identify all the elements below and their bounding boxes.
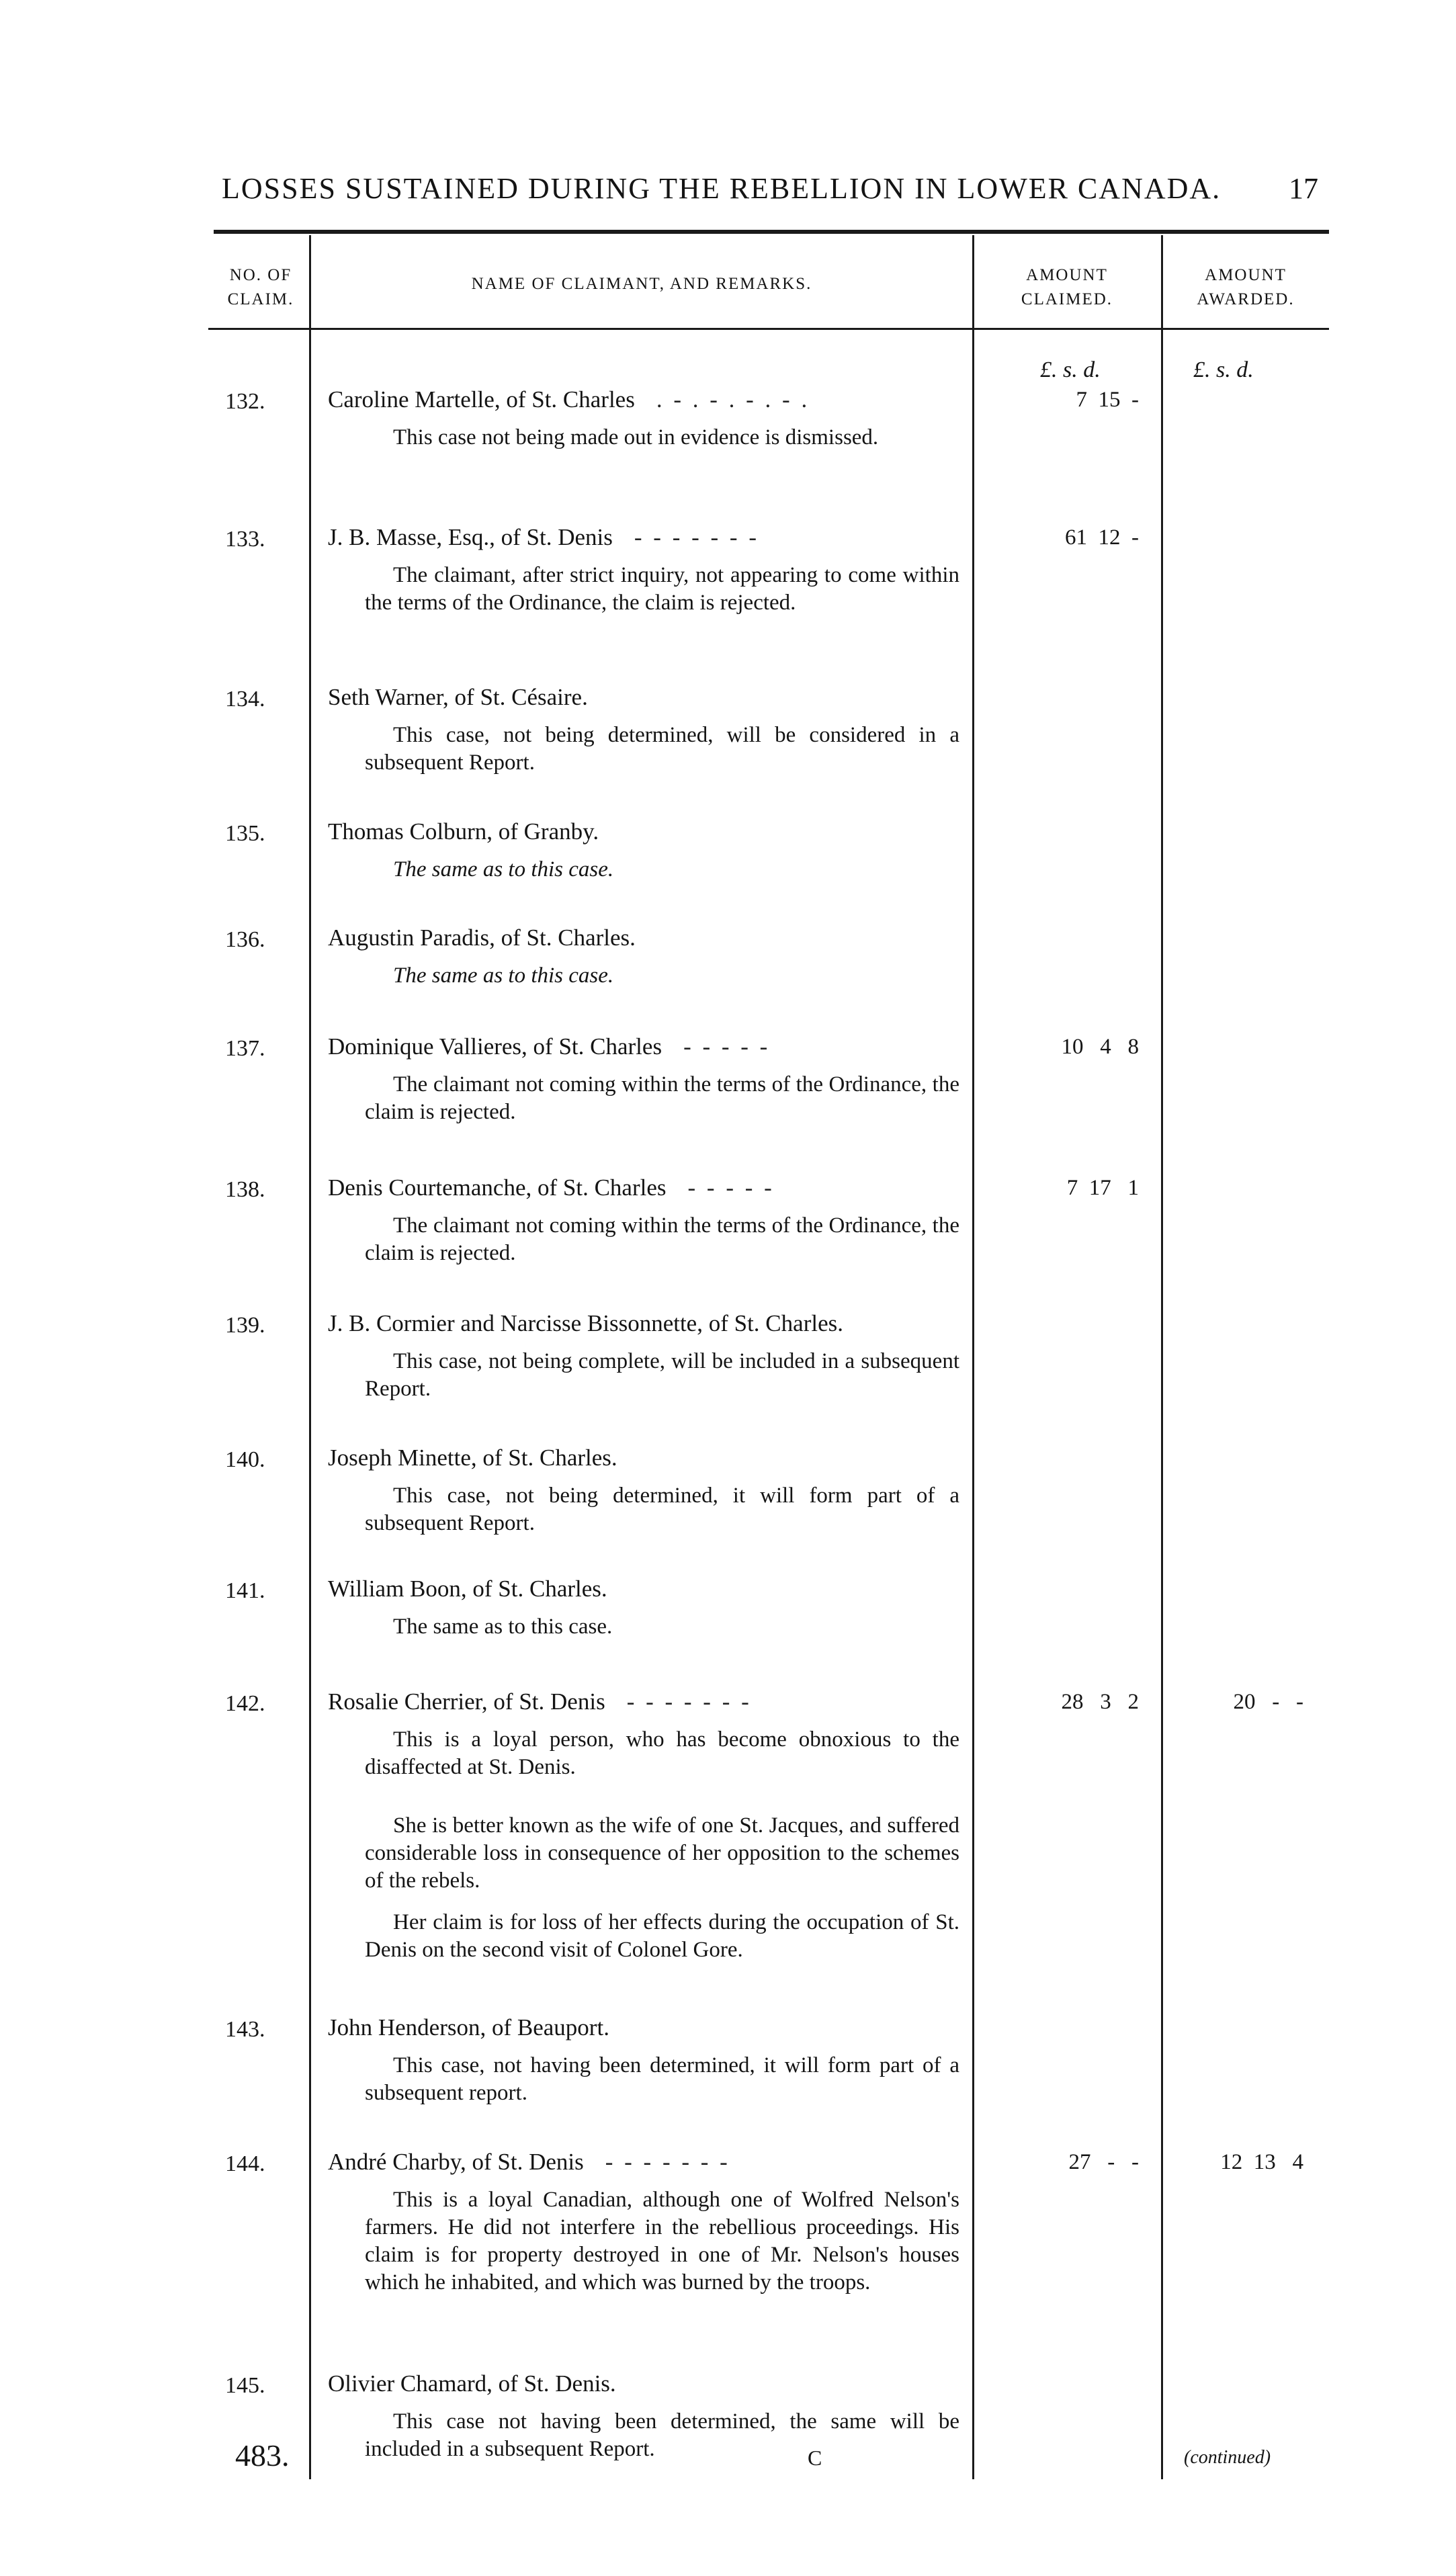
currency-awarded: £. s. d. <box>1193 357 1254 382</box>
dot-leaders: - - - - - - - <box>634 524 759 550</box>
claimant-name <box>328 818 959 845</box>
claim-number: 140. <box>225 1447 265 1472</box>
column-rule-1 <box>309 235 311 2479</box>
claim-number: 142. <box>225 1691 265 1716</box>
dot-leaders: - - - - - <box>683 1033 771 1060</box>
claimant-name <box>328 925 959 951</box>
header-claim-no: NO. OF CLAIM. <box>227 266 294 308</box>
amount-claimed: 27 - - <box>1068 2150 1139 2174</box>
claim-number: 141. <box>225 1578 265 1603</box>
claimant-name <box>328 1310 959 1337</box>
claim-remark: This is a loyal person, who has become obnoxious to the disaffected at St. Denis. <box>365 1727 959 1779</box>
claim-number: 145. <box>225 2373 265 2398</box>
signature-letter: C <box>808 2446 822 2470</box>
claim-remark: This case not being made out in evidence is dismissed. <box>393 425 879 449</box>
claimant-name-text: Caroline Martelle, of St. Charles <box>328 386 635 413</box>
top-rule <box>214 230 1329 234</box>
claimant-name-text: Joseph Minette, of St. Charles. <box>328 1445 617 1471</box>
claimant-name-text: Olivier Chamard, of St. Denis. <box>328 2370 616 2397</box>
claimant-name <box>328 1576 959 1602</box>
column-rule-2 <box>972 235 974 2479</box>
claim-number: 143. <box>225 2017 265 2042</box>
claim-remark: This case, not having been determined, it will form part of a subsequent report. <box>365 2053 959 2105</box>
claim-remark: She is better known as the wife of one St. Jacques, and suffered considerable loss in consequence of her opposition to the schemes of the rebels. <box>365 1813 959 1893</box>
claim-remark: This case, not being complete, will be included in a subsequent Report. <box>365 1349 959 1401</box>
claimant-name-text: Seth Warner, of St. Césaire. <box>328 684 588 710</box>
claimant-name-text: Augustin Paradis, of St. Charles. <box>328 925 636 951</box>
page-number: 17 <box>1289 172 1318 205</box>
claimant-name <box>328 2149 959 2176</box>
claimant-name <box>328 1174 959 1201</box>
running-head: LOSSES SUSTAINED DURING THE REBELLION IN LOWER CANADA. <box>222 172 1222 205</box>
claim-remark: This is a loyal Canadian, although one of Wolfred Nelson's farmers. He did not interfere in the rebellious proceedings. His claim is for property destroyed in one of Mr. Nelson's houses which he inhabited, and which was burned by the troops. <box>365 2188 959 2294</box>
amount-claimed: 61 12 - <box>1065 525 1139 550</box>
claim-remark: The same as to this case. <box>393 963 614 988</box>
claimant-name <box>328 1033 959 1060</box>
claimant-name-text: Rosalie Cherrier, of St. Denis <box>328 1688 605 1715</box>
amount-claimed: 10 4 8 <box>1061 1035 1139 1059</box>
dot-leaders: - - - - - - - <box>626 1688 752 1715</box>
claim-number: 144. <box>225 2151 265 2176</box>
header-awarded: AMOUNT AWARDED. <box>1197 266 1295 308</box>
claimant-name-text: Denis Courtemanche, of St. Charles <box>328 1174 667 1201</box>
claim-remark: The same as to this case. <box>393 1615 613 1639</box>
claim-number: 135. <box>225 821 265 846</box>
amount-claimed: 28 3 2 <box>1061 1690 1139 1714</box>
header-name: NAME OF CLAIMANT, AND REMARKS. <box>471 275 812 293</box>
claimant-name <box>328 1445 959 1471</box>
claimant-name-text: John Henderson, of Beauport. <box>328 2014 609 2041</box>
claim-remark: Her claim is for loss of her effects during the occupation of St. Denis on the second visit of Colonel Gore. <box>365 1910 959 1962</box>
amount-awarded: 12 13 4 <box>1220 2150 1303 2174</box>
column-rule-3 <box>1161 235 1163 2479</box>
claimant-name <box>328 2370 959 2397</box>
claim-remark: The claimant, after strict inquiry, not appearing to come within the terms of the Ordinance, the claim is rejected. <box>365 563 959 615</box>
claimant-name-text: J. B. Cormier and Narcisse Bissonnette, of St. Charles. <box>328 1310 843 1336</box>
header-claimed: AMOUNT CLAIMED. <box>1021 266 1113 308</box>
claimant-name-text: Dominique Vallieres, of St. Charles <box>328 1033 662 1060</box>
dot-leaders: . - . - . - . - . <box>656 386 810 413</box>
claimant-name-text: J. B. Masse, Esq., of St. Denis <box>328 524 613 550</box>
continued-note: (continued) <box>1184 2447 1271 2468</box>
amount-claimed: 7 15 - <box>1076 388 1139 412</box>
claim-number: 136. <box>225 927 265 952</box>
claim-number: 138. <box>225 1177 265 1202</box>
dot-leaders: - - - - - <box>687 1174 775 1201</box>
claim-number: 137. <box>225 1036 265 1061</box>
amount-awarded: 20 - - <box>1233 1690 1303 1714</box>
claim-number: 139. <box>225 1313 265 1338</box>
claimant-name <box>328 684 959 711</box>
claim-remark: This case, not being determined, it will form part of a subsequent Report. <box>365 1484 959 1535</box>
claim-number: 133. <box>225 527 265 552</box>
claimant-name-text: André Charby, of St. Denis <box>328 2149 584 2175</box>
claim-remark: The claimant not coming within the terms of the Ordinance, the claim is rejected. <box>365 1072 959 1124</box>
claimant-name <box>328 386 959 413</box>
claim-remark: The claimant not coming within the terms of the Ordinance, the claim is rejected. <box>365 1213 959 1265</box>
claim-remark: This case, not being determined, will be considered in a subsequent Report. <box>365 723 959 775</box>
claim-remark: This case not having been determined, the same will be included in a subsequent Report. <box>365 2409 959 2461</box>
dot-leaders: - - - - - - - <box>605 2149 730 2175</box>
claim-remark: The same as to this case. <box>393 857 614 882</box>
claimant-name <box>328 524 959 551</box>
currency-claimed: £. s. d. <box>1040 357 1101 382</box>
claimant-name-text: William Boon, of St. Charles. <box>328 1576 607 1602</box>
claimant-name-text: Thomas Colburn, of Granby. <box>328 818 599 845</box>
claim-number: 132. <box>225 389 265 414</box>
signature-mark: 483. <box>235 2438 290 2473</box>
claimant-name <box>328 2014 959 2041</box>
claim-number: 134. <box>225 687 265 712</box>
amount-claimed: 7 17 1 <box>1066 1176 1139 1200</box>
claimant-name <box>328 1688 959 1715</box>
